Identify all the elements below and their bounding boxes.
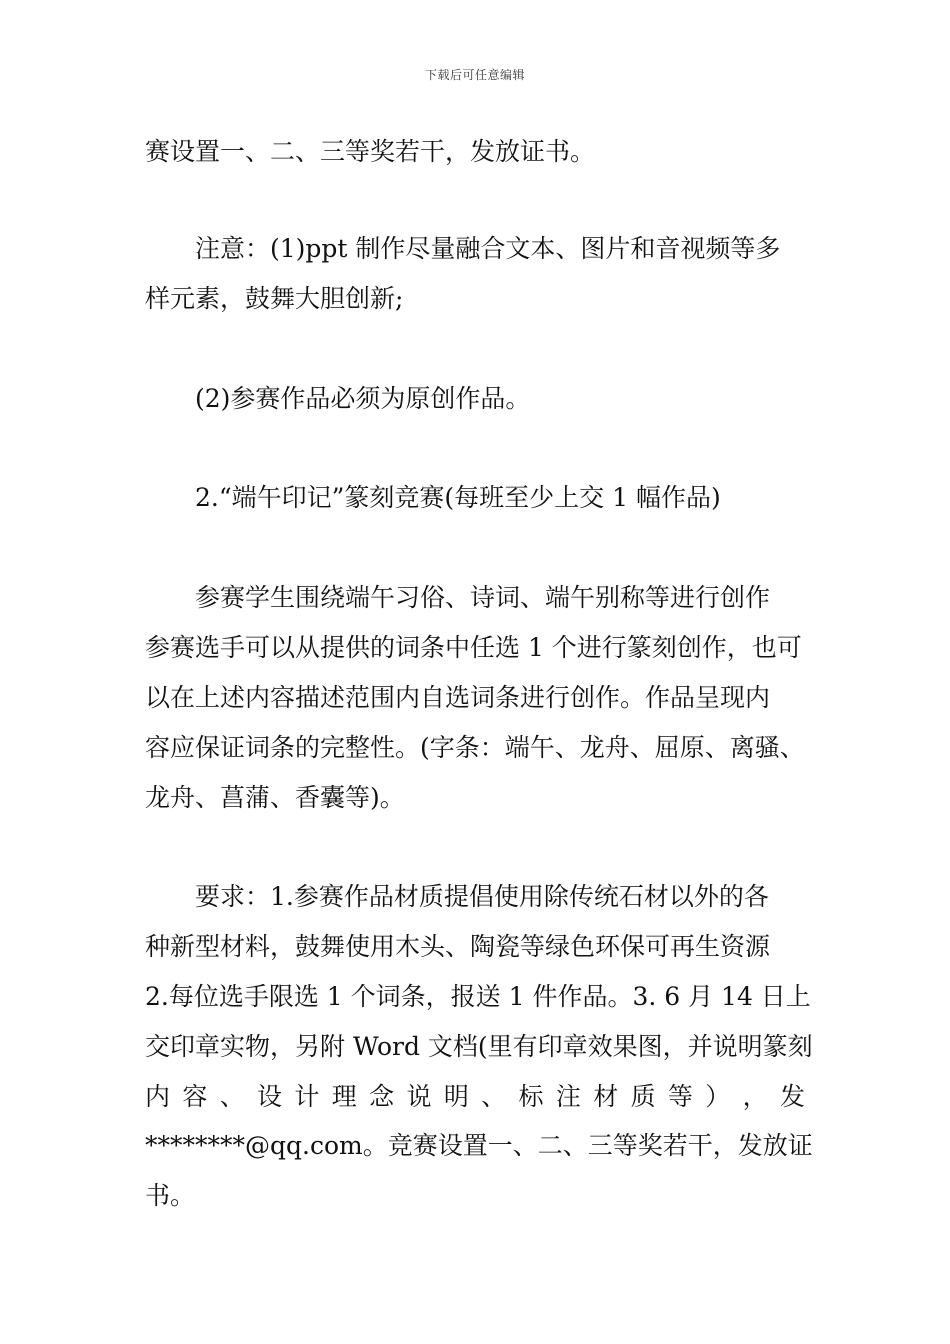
text-line: 参赛学生围绕端午习俗、诗词、端午别称等进行创作	[195, 583, 771, 612]
text-line: 注意：(1)ppt 制作尽量融合文本、图片和音视频等多	[195, 234, 781, 263]
text-line: 交印章实物，另附 Word 文档(里有印章效果图，并说明篆刻	[145, 1032, 813, 1061]
text-line: 样元素，鼓舞大胆创新;	[145, 284, 404, 313]
section-heading: 2.“端午印记”篆刻竞赛(每班至少上交 1 幅作品)	[195, 483, 721, 512]
text-line: 内 容 、 设 计 理 念 说 明 、 标 注 材 质 等 ） ， 发	[145, 1082, 805, 1111]
text-line: 赛设置一、二、三等奖若干，发放证书。	[145, 137, 596, 166]
text-line: (2)参赛作品必须为原创作品。	[195, 384, 531, 413]
text-line: 要求：1.参赛作品材质提倡使用除传统石材以外的各	[195, 882, 769, 911]
text-line: 容应保证词条的完整性。(字条：端午、龙舟、屈原、离骚、	[145, 733, 805, 762]
text-line: 书。	[145, 1181, 196, 1210]
text-line: 龙舟、菖蒲、香囊等)。	[145, 783, 405, 812]
text-line: 以在上述内容描述范围内自选词条进行创作。作品呈现内	[145, 683, 771, 712]
page-header: 下载后可任意编辑	[424, 68, 525, 82]
text-line: ********@qq.com。竞赛设置一、二、三等奖若干，发放证	[145, 1131, 813, 1160]
text-line: 2.每位选手限选 1 个词条，报送 1 件作品。3. 6 月 14 日上	[145, 982, 811, 1011]
text-line: 参赛选手可以从提供的词条中任选 1 个进行篆刻创作，也可	[145, 633, 802, 662]
text-line: 种新型材料，鼓舞使用木头、陶瓷等绿色环保可再生资源	[145, 932, 771, 961]
